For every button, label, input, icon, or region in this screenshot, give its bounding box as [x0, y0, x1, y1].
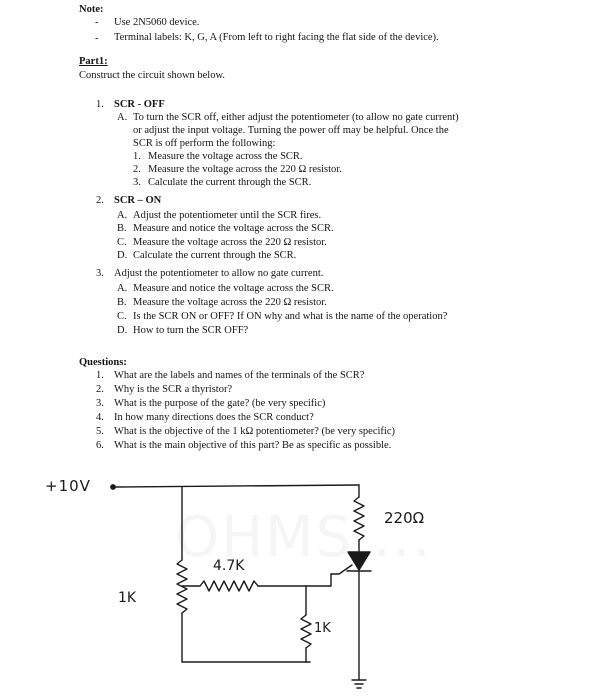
- step2-number: 2.: [96, 195, 104, 206]
- step2-title: SCR – ON: [114, 195, 162, 206]
- step2-item-letter: B.: [117, 223, 127, 234]
- ground-symbol: [352, 680, 366, 688]
- step1-sub-number: 3.: [133, 177, 141, 188]
- question-text: What is the objective of the 1 kΩ potentiometer? (be very specific): [114, 426, 395, 437]
- step1-sub-number: 2.: [133, 164, 141, 175]
- step2-item-text: Adjust the potentiometer until the SCR fires.: [133, 210, 322, 221]
- step3-item-text: Is the SCR ON or OFF? If ON why and what is the name of the operation?: [133, 311, 448, 322]
- step1-sub-text: Measure the voltage across the 220 Ω resistor.: [148, 164, 342, 175]
- step1-sub-text: Calculate the current through the SCR.: [148, 177, 312, 188]
- question-number: 3.: [96, 398, 104, 409]
- step3-title: Adjust the potentiometer to allow no gate current.: [114, 268, 324, 279]
- question-number: 1.: [96, 370, 104, 381]
- question-number: 5.: [96, 426, 104, 437]
- question-text: What is the purpose of the gate? (be very specific): [114, 398, 326, 409]
- step3-item-text: How to turn the SCR OFF?: [133, 325, 249, 336]
- scr-gate-lead: [331, 565, 352, 574]
- step2-item-text: Measure and notice the voltage across the SCR.: [133, 223, 334, 234]
- step3-item-letter: D.: [117, 325, 128, 336]
- step2-item-text: Measure the voltage across the 220 Ω resistor.: [133, 237, 327, 248]
- note-bullet-dash: -: [95, 33, 99, 44]
- note-heading: Note:: [79, 4, 104, 15]
- step2-item-letter: D.: [117, 250, 128, 261]
- step3-number: 3.: [96, 268, 104, 279]
- step1-number: 1.: [96, 99, 104, 110]
- resistor-1k-pot: [301, 615, 311, 648]
- note-bullet-2: Terminal labels: K, G, A (From left to right facing the flat side of the device).: [114, 32, 439, 43]
- step1-sub-text: Measure the voltage across the SCR.: [148, 151, 303, 162]
- step3-item-text: Measure the voltage across the 220 Ω resistor.: [133, 297, 327, 308]
- step1-a-line: SCR is off perform the following:: [133, 138, 276, 149]
- resistor-1k-left-label: 1K: [118, 590, 137, 606]
- step2-item-letter: A.: [117, 210, 128, 221]
- step1-a-line: or adjust the input voltage. Turning the power off may be helpful. Once the: [133, 125, 449, 136]
- part1-intro: Construct the circuit shown below.: [79, 70, 226, 81]
- question-text: Why is the SCR a thyristor?: [114, 384, 233, 395]
- question-number: 2.: [96, 384, 104, 395]
- resistor-220: [354, 497, 364, 540]
- resistor-1k-pot-label: 1K: [314, 621, 331, 636]
- question-text: What is the main objective of this part? Be as specific as possible.: [114, 440, 392, 451]
- scr-symbol: [348, 552, 370, 570]
- resistor-4k7-label: 4.7K: [213, 558, 245, 574]
- question-number: 4.: [96, 412, 104, 423]
- note-bullet-dash: -: [95, 17, 99, 28]
- resistor-4k7: [200, 581, 258, 591]
- step3-item-letter: B.: [117, 297, 127, 308]
- top-wire: [116, 485, 359, 487]
- step1-a-line: To turn the SCR off, either adjust the potentiometer (to allow no gate current): [133, 112, 459, 123]
- supply-label: +10V: [45, 477, 91, 495]
- questions-heading: Questions:: [79, 357, 127, 368]
- step3-item-text: Measure and notice the voltage across the SCR.: [133, 283, 334, 294]
- step2-item-text: Calculate the current through the SCR.: [133, 250, 297, 261]
- supply-terminal: [111, 485, 115, 489]
- step1-a-letter: A.: [117, 112, 128, 123]
- step2-item-letter: C.: [117, 237, 127, 248]
- step1-sub-number: 1.: [133, 151, 141, 162]
- step3-item-letter: A.: [117, 283, 128, 294]
- part1-heading: Part1:: [79, 56, 108, 67]
- note-bullet-1: Use 2N5060 device.: [114, 17, 200, 28]
- question-number: 6.: [96, 440, 104, 451]
- step3-item-letter: C.: [117, 311, 127, 322]
- step1-title: SCR - OFF: [114, 99, 165, 110]
- resistor-220-label: 220Ω: [384, 509, 425, 527]
- question-text: What are the labels and names of the terminals of the SCR?: [114, 370, 365, 381]
- question-text: In how many directions does the SCR conduct?: [114, 412, 314, 423]
